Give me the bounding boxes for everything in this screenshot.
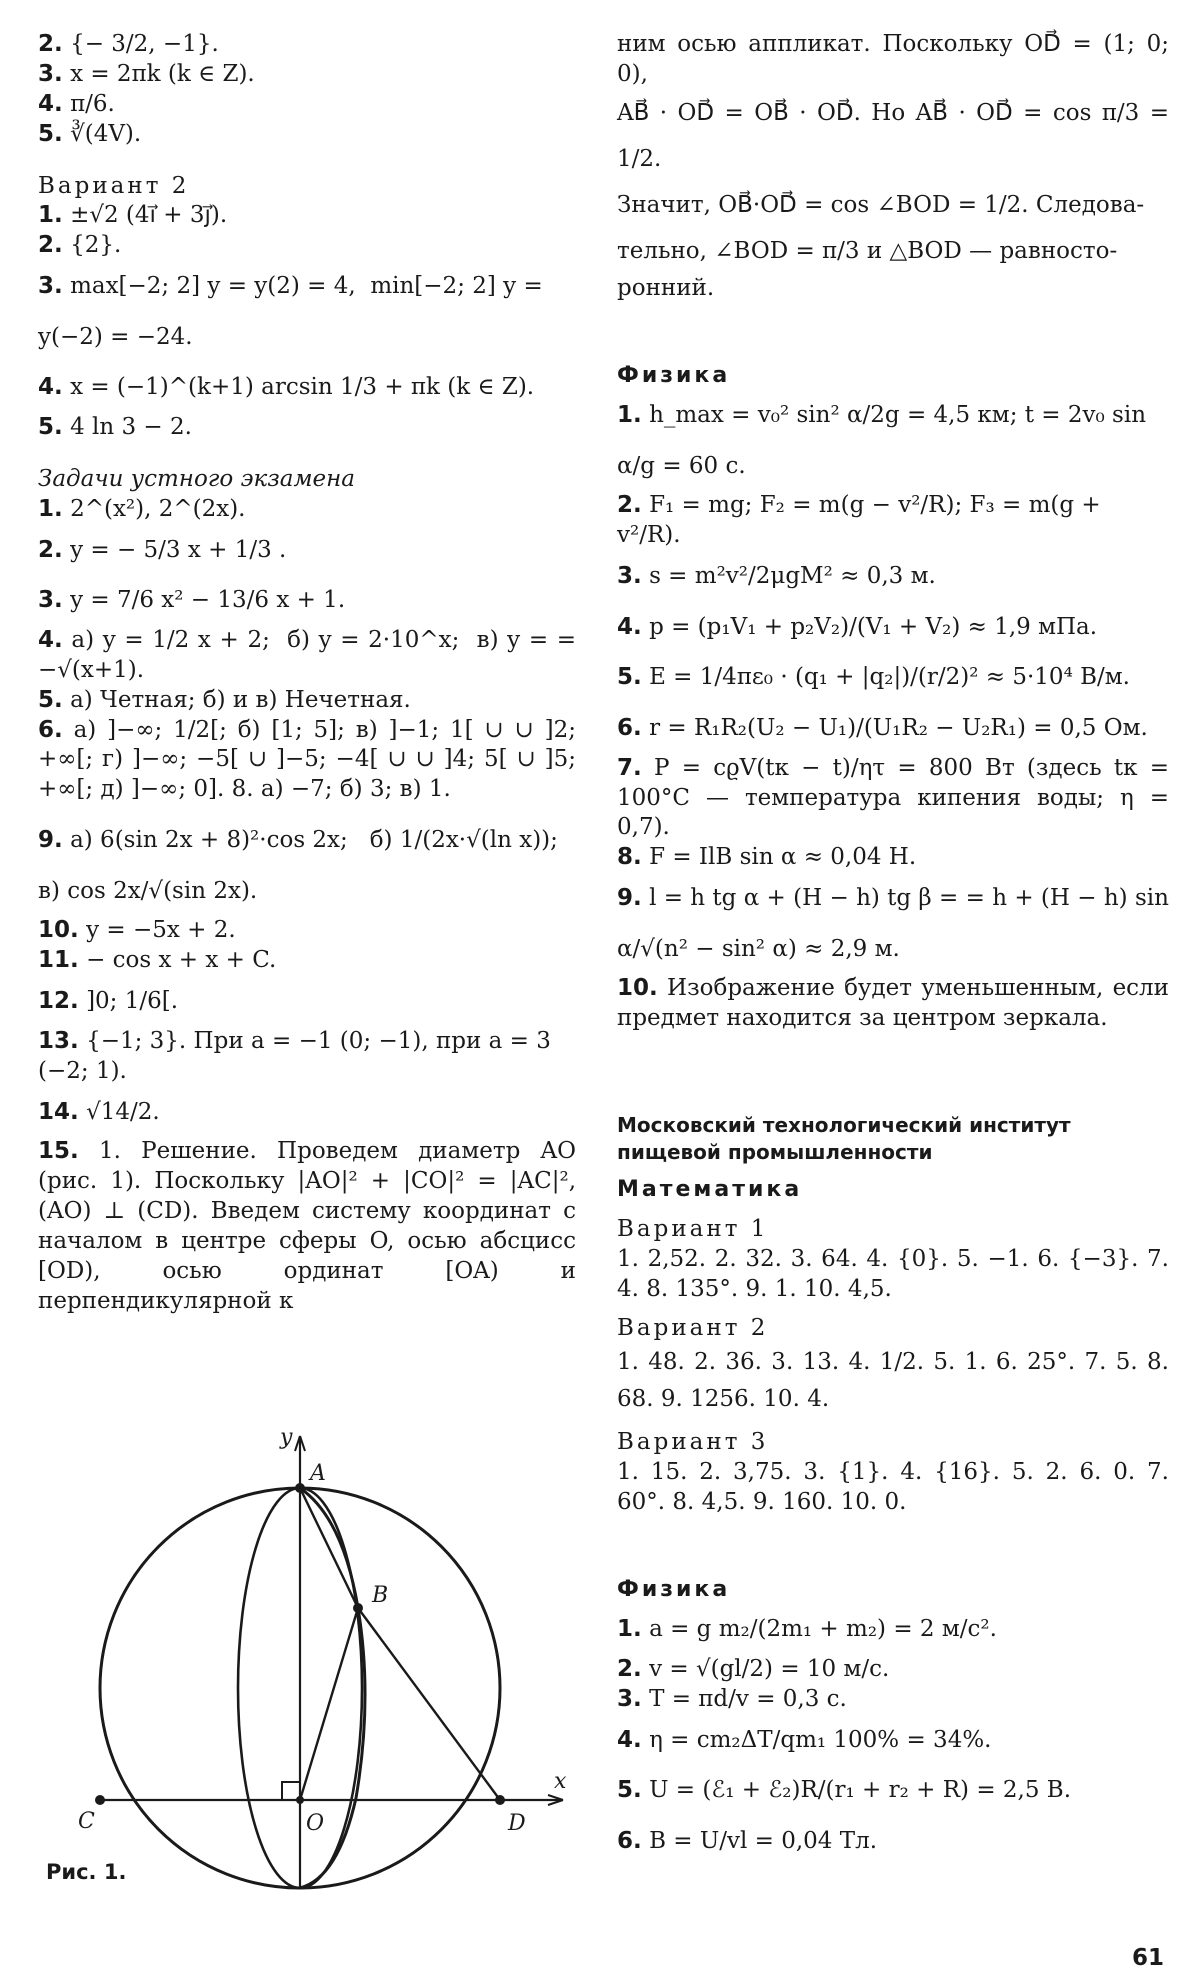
left-column: [38, 30, 584, 1317]
segment-BD: [358, 1608, 500, 1800]
point-C: [95, 1795, 105, 1805]
answer-item: 2. {2}.: [38, 232, 122, 259]
label-B: B: [372, 1583, 389, 1608]
answer-item: 4. π/6.: [38, 90, 115, 117]
figure-caption: Рис. 1.: [46, 1860, 127, 1884]
variant-3-heading: Вариант 3: [617, 1428, 769, 1455]
answer-item: 12. ]0; 1/6[.: [38, 988, 179, 1015]
answer-item: 10. y = −5x + 2.: [38, 917, 236, 944]
answer-item: 6. B = U/vl = 0,04 Тл.: [617, 1827, 878, 1854]
solution-15: 15. 1. Решение. Проведем диаметр AO (рис. 1). Поскольку |AO|² + |CO|² = |AC|², (AO) ⊥ (CD). Введем систему координат с началом в центре сферы O, осью абсцисс [OD), осью ординат [OA) и перпендикулярной к: [38, 1138, 584, 1314]
label-C: C: [78, 1809, 95, 1834]
point-B: [353, 1603, 363, 1613]
answer-item: 5. 4 ln 3 − 2.: [38, 414, 192, 441]
answer-item: 10. Изображение будет уменьшенным, если предмет находится за центром зеркала.: [617, 975, 1177, 1032]
text-line: тельно, ∠BOD = π/3 и △BOD — равносто-: [617, 237, 1118, 264]
answer-item: 4. x = (−1)^(k+1) arcsin 1/3 + πk (k ∈ Z).: [38, 374, 535, 401]
answer-item: 7. P = cϱV(tк − t)/ητ = 800 Вт (здесь tк = 100°C — температура кипения воды; η = 0,7).: [617, 754, 1177, 841]
answer-item: 4. η = cm₂ΔT/qm₁ 100% = 34%.: [617, 1726, 992, 1753]
label-A: A: [310, 1461, 326, 1486]
answer-item: 9. а) 6(sin 2x + 8)²·cos 2x; б) 1/(2x·√(ln x)); в) cos 2x/√(sin 2x).: [38, 827, 566, 904]
answer-item: 1. 2^(x²), 2^(2x).: [38, 495, 246, 522]
text-line: ним осью аппликат. Поскольку OD⃗ = (1; 0; 0),: [617, 31, 1177, 87]
answer-item: 5. ∛(4V).: [38, 120, 142, 147]
answer-item: 2. {− 3/2, −1}.: [38, 31, 219, 57]
text-line: Значит, OB⃗·OD⃗ = cos ∠BOD = 1/2. Следова-: [617, 191, 1145, 218]
answer-item: 5. а) Четная; б) и в) Нечетная.: [38, 686, 411, 713]
sphere-figure: [38, 1418, 598, 1898]
point-D: [495, 1795, 505, 1805]
answer-item: 4. а) y = 1/2 x + 2; б) y = 2·10^x; в) y = = −√(x+1).: [38, 626, 584, 683]
right-column: [617, 30, 1177, 1866]
institute-title: Московский технологический институт пищевой промышленности: [617, 1113, 1078, 1165]
physics-answers-2: [617, 1604, 1169, 1866]
label-O: O: [306, 1811, 325, 1836]
answer-item: 3. s = m²v²/2μgM² ≈ 0,3 м.: [617, 563, 936, 590]
answer-item: 6. а) ]−∞; 1/2[; б) [1; 5]; в) ]−1; 1[ ∪ ∪ ]2; +∞[; г) ]−∞; −5[ ∪ ]−5; −4[ ∪ ∪ ]4; 5[ ∪ ]5; +∞[; д) ]−∞; 0]. 8. а) −7; б) 3; в) 1.: [38, 716, 584, 803]
variant-1-answers: 1. 2,52. 2. 32. 3. 64. 4. {0}. 5. −1. 6. {−3}. 7. 4. 8. 135°. 9. 1. 10. 4,5.: [617, 1245, 1177, 1302]
answer-item: 9. l = h tg α + (H − h) tg β = = h + (H − h) sin α/√(n² − sin² α) ≈ 2,9 м.: [617, 885, 1177, 962]
answer-item: 2. y = − 5/3 x + 1/3 .: [38, 536, 287, 563]
answer-item: 3. max[−2; 2] y = y(2) = 4, min[−2; 2] y = y(−2) = −24.: [38, 273, 551, 350]
oral-exam-heading: Задачи устного экзамена: [38, 465, 355, 492]
answer-item: 14. √14/2.: [38, 1098, 160, 1125]
answer-list-top: [38, 30, 576, 150]
answer-item: 8. F = IlB sin α ≈ 0,04 H.: [617, 844, 917, 871]
answer-item: 11. − cos x + x + C.: [38, 947, 277, 974]
answer-item: 3. x = 2πk (k ∈ Z).: [38, 60, 255, 87]
answer-item: 4. p = (p₁V₁ + p₂V₂)/(V₁ + V₂) ≈ 1,9 мПа.: [617, 613, 1098, 640]
label-y: y: [280, 1425, 293, 1450]
variant-3-answers: 1. 15. 2. 3,75. 3. {1}. 4. {16}. 5. 2. 6. 0. 7. 60°. 8. 4,5. 9. 160. 10. 0.: [617, 1458, 1177, 1515]
answer-item: 2. v = √(gl/2) = 10 м/с.: [617, 1655, 890, 1682]
text-line: AB⃗ · OD⃗ = OB⃗ · OD⃗. Но AB⃗ · OD⃗ = cos π/3 = 1/2.: [617, 99, 1177, 172]
answer-list-variant-2: [38, 201, 576, 442]
answer-item: 2. F₁ = mg; F₂ = m(g − v²/R); F₃ = m(g + v²/R).: [617, 492, 1108, 549]
variant-1-heading: Вариант 1: [617, 1215, 769, 1242]
physics-heading-2: Физика: [617, 1576, 731, 1602]
label-D: D: [508, 1811, 526, 1836]
text-line: ронний.: [617, 274, 715, 301]
variant-2-heading: Вариант 2: [38, 172, 190, 199]
point-O: [296, 1796, 304, 1804]
page-number: 61: [1132, 1945, 1165, 1971]
label-x: x: [554, 1769, 567, 1794]
answer-list-oral: [38, 495, 584, 1317]
math-heading: Математика: [617, 1177, 803, 1203]
variant-2-heading: Вариант 2: [617, 1315, 769, 1342]
answer-item: 1. ±√2 (4i⃗ + 3j⃗).: [38, 202, 228, 229]
answer-item: 3. y = 7/6 x² − 13/6 x + 1.: [38, 587, 346, 614]
segment-OB: [300, 1608, 358, 1800]
segment-AB: [300, 1488, 358, 1608]
answer-item: 6. r = R₁R₂(U₂ − U₁)/(U₁R₂ − U₂R₁) = 0,5 Ом.: [617, 715, 1148, 742]
answer-item: 3. T = πd/v = 0,3 с.: [617, 1685, 847, 1712]
answer-item: 1. a = g m₂/(2m₁ + m₂) = 2 м/с².: [617, 1616, 997, 1643]
answer-item: 5. U = (ℰ₁ + ℰ₂)R/(r₁ + r₂ + R) = 2,5 В.: [617, 1777, 1072, 1804]
physics-heading-1: Физика: [617, 362, 731, 388]
answer-item: 1. h_max = v₀² sin² α/2g = 4,5 км; t = 2v₀ sin α/g = 60 c.: [617, 402, 1154, 479]
variant-2-answers: 1. 48. 2. 36. 3. 13. 4. 1/2. 5. 1. 6. 25°. 7. 5. 8. 68. 9. 1256. 10. 4.: [617, 1349, 1177, 1413]
physics-answers-1: [617, 390, 1177, 1034]
solution-15-continued: [617, 30, 1177, 304]
answer-item: 13. {−1; 3}. При a = −1 (0; −1), при a = 3 (−2; 1).: [38, 1027, 559, 1084]
point-A: [295, 1483, 305, 1493]
answer-item: 5. E = 1/4πε₀ · (q₁ + |q₂|)/(r/2)² ≈ 5·10⁴ В/м.: [617, 664, 1130, 691]
